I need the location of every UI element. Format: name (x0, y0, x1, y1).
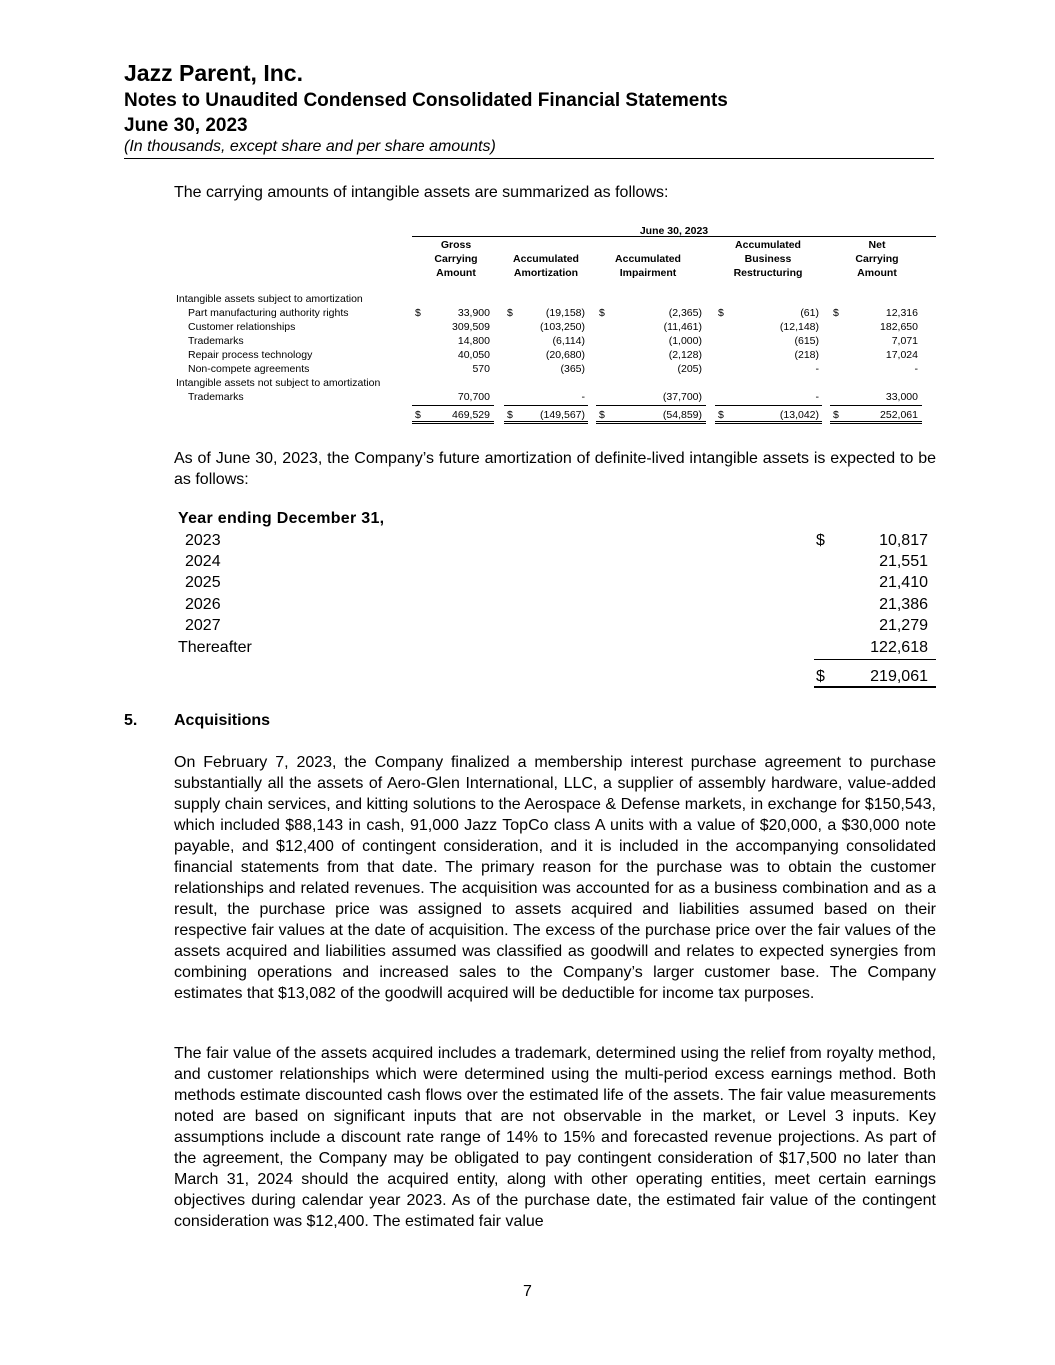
col-header-amortization: Accumulated Amortization (513, 253, 579, 279)
table-cell: 33,000 (885, 391, 918, 403)
table-cell: (20,680) (545, 349, 585, 361)
period-rule (412, 236, 936, 237)
table-cell: (103,250) (540, 321, 585, 333)
table-cell: 14,800 (457, 335, 490, 347)
schedule-year: 2024 (185, 553, 221, 570)
table-cell: (1,000) (668, 335, 702, 347)
currency-sign: $ (816, 532, 825, 549)
currency-sign: $ (833, 409, 839, 421)
table-cell: 7,071 (891, 335, 918, 347)
subtotal-rule (715, 405, 822, 406)
schedule-value: 21,551 (879, 553, 928, 570)
table-cell: 33,900 (457, 307, 490, 319)
total-cell: 252,061 (880, 409, 918, 421)
schedule-value: 122,618 (870, 639, 928, 656)
row-label: Repair process technology (188, 349, 313, 361)
table-cell: (12,148) (779, 321, 819, 333)
header-rule (124, 158, 934, 159)
table-cell: 570 (472, 363, 490, 375)
units-note: (In thousands, except share and per share amounts) (124, 138, 496, 155)
table-cell: (218) (794, 349, 819, 361)
schedule-value: 21,410 (879, 574, 928, 591)
total-rule (412, 421, 494, 424)
intangibles-intro: The carrying amounts of intangible assets are summarized as follows: (174, 184, 669, 201)
schedule-value: 21,386 (879, 596, 928, 613)
table-cell: (615) (794, 335, 819, 347)
col-header-gross: Gross Carrying Amount (434, 239, 478, 279)
currency-sign: $ (833, 307, 839, 319)
schedule-year: Thereafter (178, 639, 252, 656)
company-name: Jazz Parent, Inc. (124, 60, 303, 86)
table-cell: 309,509 (452, 321, 490, 333)
document-title: Notes to Unaudited Condensed Consolidated Financial Statements (124, 90, 728, 111)
table-cell: - (815, 363, 819, 375)
total-cell: 469,529 (452, 409, 490, 421)
row-label: Non-compete agreements (188, 363, 310, 375)
row-label: Customer relationships (188, 321, 296, 333)
table-cell: - (581, 391, 585, 403)
currency-sign: $ (415, 409, 421, 421)
subtotal-rule (596, 405, 706, 406)
schedule-total: 219,061 (870, 668, 928, 685)
total-cell: (13,042) (779, 409, 819, 421)
section-title: Acquisitions (174, 712, 271, 729)
row-label: Trademarks (188, 391, 244, 403)
table-cell: 70,700 (457, 391, 490, 403)
currency-sign: $ (507, 307, 513, 319)
section-not-subject-to-amortization: Intangible assets not subject to amortization (176, 377, 381, 389)
table-cell: 17,024 (885, 349, 918, 361)
page-number: 7 (523, 1283, 532, 1300)
currency-sign: $ (507, 409, 513, 421)
subtotal-rule (830, 405, 922, 406)
table-cell: (6,114) (552, 335, 585, 347)
table-cell: (19,158) (545, 307, 585, 319)
table-cell: (205) (677, 363, 702, 375)
total-rule (715, 421, 822, 424)
currency-sign: $ (415, 307, 421, 319)
total-cell: (149,567) (540, 409, 585, 421)
schedule-heading: Year ending December 31, (178, 510, 385, 527)
table-cell: (61) (800, 307, 819, 319)
currency-sign: $ (718, 307, 724, 319)
schedule-value: 21,279 (879, 617, 928, 634)
schedule-year: 2025 (185, 574, 221, 591)
table-cell: (11,461) (663, 321, 702, 333)
col-header-impairment: Accumulated Impairment (615, 253, 681, 279)
schedule-year: 2023 (185, 532, 221, 549)
currency-sign: $ (599, 307, 605, 319)
row-label: Part manufacturing authority rights (188, 307, 349, 319)
total-rule (504, 421, 588, 424)
section-number: 5. (124, 712, 138, 729)
schedule-value: 10,817 (879, 532, 928, 549)
schedule-year: 2026 (185, 596, 221, 613)
section-subject-to-amortization: Intangible assets subject to amortization (176, 293, 363, 305)
col-header-net: Net Carrying Amount (855, 239, 899, 279)
table-cell: (37,700) (662, 391, 702, 403)
subtotal-rule (412, 405, 494, 406)
total-rule (596, 421, 706, 424)
currency-sign: $ (816, 668, 825, 685)
schedule-total-rule (814, 686, 936, 688)
report-date: June 30, 2023 (124, 115, 248, 136)
table-cell: (365) (560, 363, 585, 375)
acquisitions-paragraph-1: On February 7, 2023, the Company finalized a membership interest purchase agreement to purchase substantially all the assets of Aero-Glen International, LLC, a supplier of assembly hardware, value-added supply chain services, and kitting solutions to the Aerospace & Defense markets, in exchange for $150,543, which included $88,143 in cash, 91,000 Jazz TopCo class A units with a value of $20,000, a $30,000 note payable, and $12,400 of contingent consideration, and it is included in the accompanying consolidated financial statements from that date. The primary reason for the purchase was to obtain the customer relationships and related revenues. The acquisition was accounted for as a business combination and as a result, the purchase price was assigned to assets acquired and liabilities assumed based on their respective fair values at the date of acquisition. The excess of the purchase price over the fair values of the assets acquired and liabilities assumed was classified as goodwill and relates to expected synergies from combining operations and increased sales to the Company’s larger customer base. The Company estimates that $13,082 of the goodwill acquired will be deductible for income tax purposes. (174, 754, 936, 1002)
table-period: June 30, 2023 (639, 225, 709, 237)
amortization-intro: As of June 30, 2023, the Company’s future amortization of definite-lived intangible assets is expected to be as follows: (174, 450, 936, 488)
table-cell: 182,650 (880, 321, 918, 333)
currency-sign: $ (718, 409, 724, 421)
subtotal-rule (504, 405, 588, 406)
table-cell: - (914, 363, 918, 375)
amortization-schedule (174, 510, 936, 690)
schedule-year: 2027 (185, 617, 221, 634)
table-cell: 40,050 (457, 349, 490, 361)
table-cell: (2,128) (668, 349, 702, 361)
row-label: Trademarks (188, 335, 244, 347)
acquisitions-paragraph-2: The fair value of the assets acquired includes a trademark, determined using the relief from royalty method, and customer relationships which were determined using the multi-period excess earnings method. Both methods estimate discounted cash flows over the estimated life of the assets. The fair value measurements noted are based on significant inputs that are not observable in the market, or Level 3 inputs. Key assumptions include a discount rate range of 14% to 15% and forecasted revenue projections. As part of the agreement, the Company may be obligated to pay contingent consideration of $17,500 no later than March 31, 2024 should the acquired entity, along with other operating entities, meet certain earnings objectives during calendar year 2023. As of the purchase date, the estimated fair value of the contingent consideration was $12,400. The estimated fair value (174, 1045, 936, 1230)
table-cell: - (815, 391, 819, 403)
total-cell: (54,859) (662, 409, 702, 421)
table-cell: (2,365) (668, 307, 702, 319)
intangibles-table (174, 222, 936, 422)
table-cell: 12,316 (885, 307, 918, 319)
total-rule (830, 421, 922, 424)
schedule-subtotal-rule (814, 659, 936, 660)
currency-sign: $ (599, 409, 605, 421)
col-header-restructuring: Accumulated Business Restructuring (733, 239, 803, 279)
